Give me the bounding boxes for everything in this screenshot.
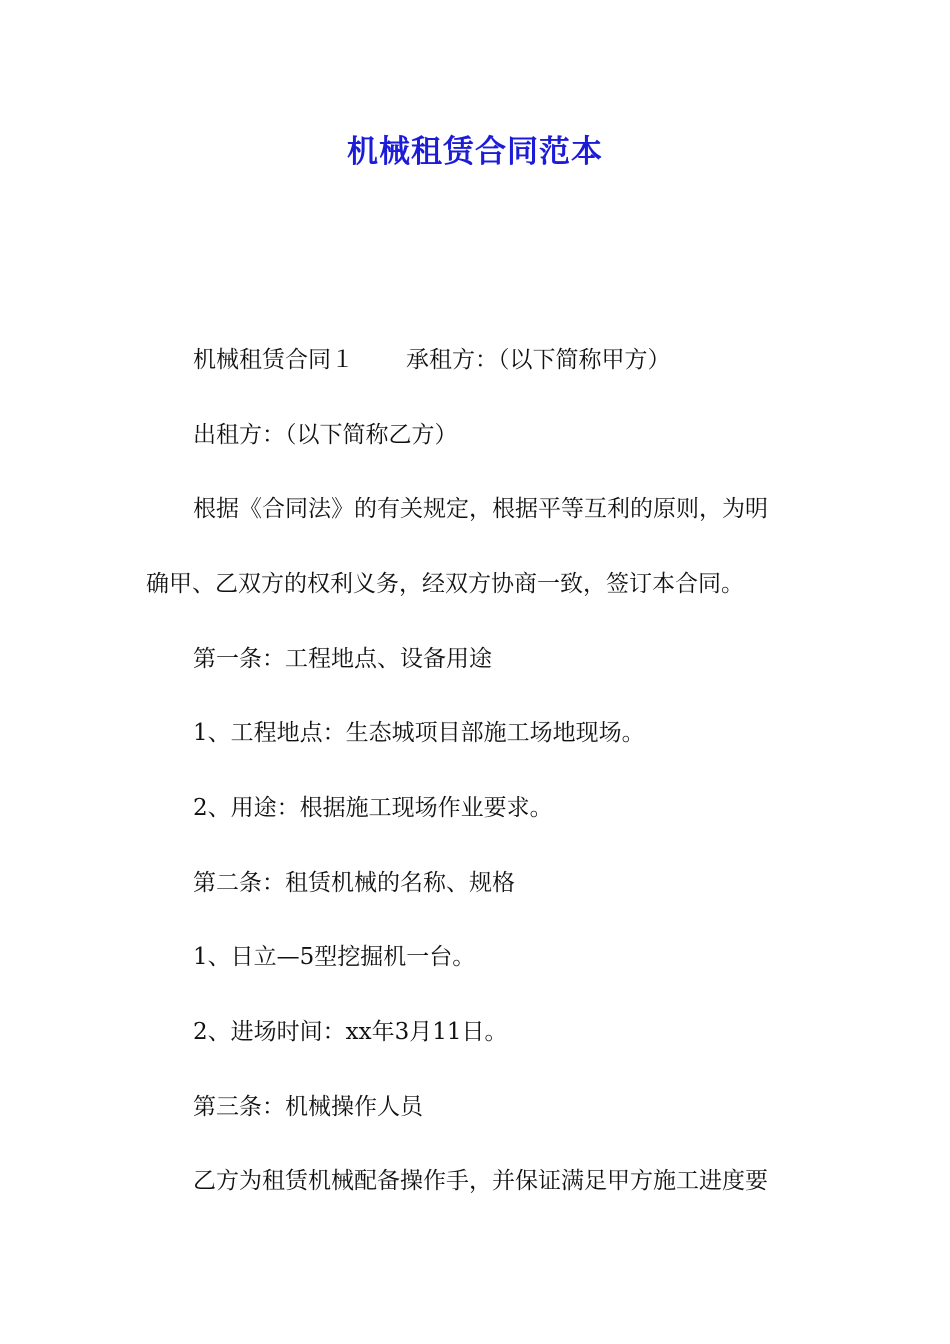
contract-number: 机械租赁合同１ [193,347,354,373]
preamble-line-1: 根据《合同法》的有关规定，根据平等互利的原则，为明 [193,496,768,522]
article-1-item-1: 1、工程地点：生态城项目部施工场地现场。 [193,720,645,746]
article-2-heading: 第二条：租赁机械的名称、规格 [193,870,515,896]
lessor-party: 出租方：（以下简称乙方） [193,422,458,448]
article-3-body: 乙方为租赁机械配备操作手，并保证满足甲方施工进度要 [193,1168,768,1194]
article-2-item-1: 1、日立—5型挖掘机一台。 [193,944,476,970]
preamble-line-2: 确甲、乙双方的权利义务，经双方协商一致，签订本合同。 [146,571,744,597]
article-2-item-2: 2、进场时间：xx年3月11日。 [193,1019,508,1045]
article-1-item-2: 2、用途：根据施工现场作业要求。 [193,795,553,821]
article-1-heading: 第一条：工程地点、设备用途 [193,646,492,672]
lessee-party: 承租方：（以下简称甲方） [406,347,671,373]
document-title: 机械租赁合同范本 [347,134,603,170]
contract-heading-line [193,342,863,378]
article-3-heading: 第三条：机械操作人员 [193,1094,423,1120]
